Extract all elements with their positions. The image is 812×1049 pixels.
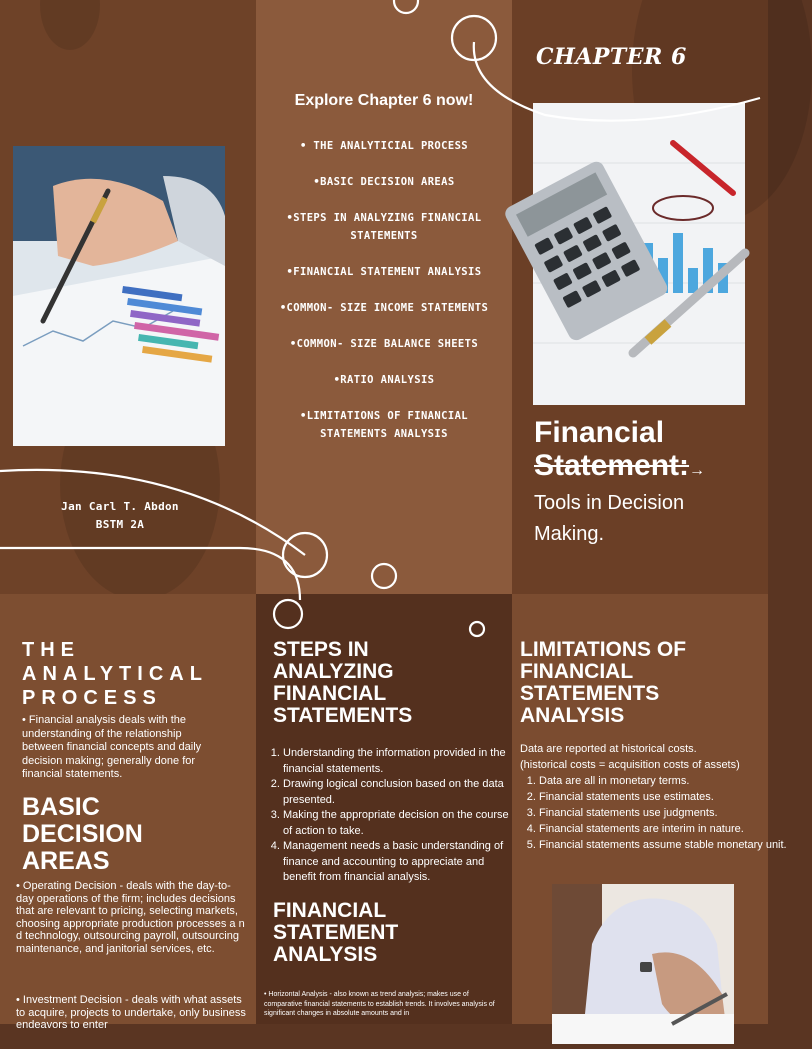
subtitle: Tools in Decision Making. <box>534 492 685 545</box>
contents-item: •COMMON- SIZE INCOME STATEMENTS <box>279 302 489 314</box>
contents-heading: Explore Chapter 6 now! <box>294 92 474 109</box>
steps-panel <box>256 594 512 1024</box>
contents-item: •FINANCIAL STATEMENT ANALYSIS <box>286 266 482 278</box>
contents-item: •STEPS IN ANALYZING FINANCIAL STATEMENTS <box>286 212 482 242</box>
limitations-intro-line-1: Data are reported at historical costs. <box>520 743 697 755</box>
calculator-photo <box>533 103 745 405</box>
steps-item: 3. Making the appropriate decision on the course of action to take. <box>283 808 515 839</box>
steps-title: STEPS IN ANALYZING FINANCIAL STATEMENTS <box>273 638 413 727</box>
limitations-intro <box>520 742 770 773</box>
limitations-panel <box>512 594 787 1024</box>
page-title <box>534 416 705 487</box>
analytical-process-panel <box>0 594 256 1031</box>
basic-decision-areas-title: BASIC DECISION AREAS <box>22 793 143 875</box>
limitations-intro-line-2: (historical costs = acquisition costs of assets) <box>520 758 740 771</box>
author-name: Jan Carl T. Abdon <box>61 500 179 513</box>
analytical-process-title: THE ANALYTICAL PROCESS <box>22 639 208 709</box>
limitations-item: 4. Financial statements are interim in nature. <box>539 821 791 837</box>
investment-decision-text: • Investment Decision - deals with what assets to acquire, projects to undertake, only business endeavors to enter <box>16 994 246 1031</box>
limitations-title: LIMITATIONS OF FINANCIAL STATEMENTS ANALYSIS <box>520 638 687 727</box>
contents-item: •LIMITATIONS OF FINANCIAL STATEMENTS ANALYSIS <box>299 410 469 440</box>
limitations-item: 2. Financial statements use estimates. <box>539 789 791 805</box>
background-shape <box>40 0 100 50</box>
contents-item: • THE ANALYTICIAL PROCESS <box>299 140 469 152</box>
fsa-title: FINANCIAL STATEMENT ANALYSIS <box>273 899 399 966</box>
limitations-item: 1. Data are all in monetary terms. <box>539 773 791 789</box>
fsa-text: • Horizontal Analysis - also known as trend analysis; makes use of comparative financial statements to establish trends. It involves analysis of significant changes in absolute amounts and in <box>264 991 495 1017</box>
steps-item: 1. Understanding the information provided in the financial statements. <box>283 746 515 777</box>
limitations-item: 3. Financial statements use judgments. <box>539 805 791 821</box>
hand-writing-chart-photo <box>13 146 225 446</box>
steps-item: 4. Management needs a basic understanding of finance and accounting to appreciate and benefit from financial analysis. <box>283 839 515 886</box>
calculator-illustration <box>533 103 745 405</box>
contents-item: •BASIC DECISION AREAS <box>313 176 455 188</box>
steps-list <box>259 746 515 886</box>
title-line-2: Statement: <box>534 449 690 482</box>
cover-left-panel <box>0 0 256 594</box>
limitations-item: 5. Financial statements assume stable monetary unit. <box>539 837 791 853</box>
author-section: BSTM 2A <box>95 518 145 531</box>
contents-item: •COMMON- SIZE BALANCE SHEETS <box>289 338 479 350</box>
contents-list <box>256 137 512 461</box>
contents-item: •RATIO ANALYSIS <box>333 374 435 386</box>
steps-item: 2. Drawing logical conclusion based on the data presented. <box>283 777 515 808</box>
chart-paper-illustration <box>13 146 225 446</box>
person-photo <box>552 884 734 1044</box>
analytical-process-text: • Financial analysis deals with the understanding of the relationship between financial concepts and daily decision making; generally done for financial statements. <box>22 714 202 780</box>
operating-decision-text: • Operating Decision - deals with the day-to-day operations of the firm; includes decisions that are relevant to pricing, selecting markets, choosing appropriate production processes a n d technology, outsourcing payroll, outsourcing maintenance, and janitorial services, etc. <box>16 880 245 955</box>
person-illustration <box>552 884 734 1044</box>
title-panel <box>512 0 768 594</box>
arrow-right-icon: → <box>689 462 706 479</box>
chapter-label: CHAPTER 6 <box>536 44 687 70</box>
title-line-1: Financial <box>534 416 665 449</box>
contents-panel <box>256 0 512 594</box>
limitations-list <box>515 773 791 853</box>
